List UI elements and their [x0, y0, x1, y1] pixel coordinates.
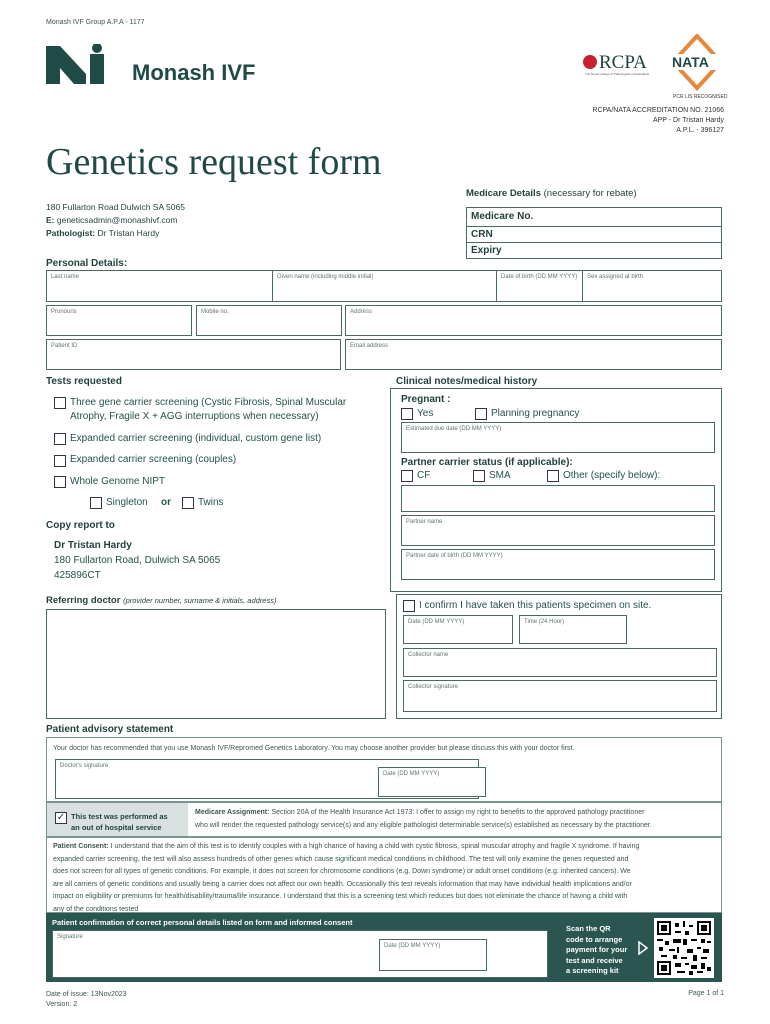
cf-checkbox[interactable]: [401, 470, 413, 482]
crn-label: CRN: [471, 229, 493, 240]
specimen-time-field[interactable]: [519, 615, 627, 644]
address-field[interactable]: [345, 305, 722, 336]
specimen-confirm-checkbox[interactable]: [403, 600, 415, 612]
pregnant-label: Pregnant :: [401, 394, 451, 405]
app-line: APP - Dr Tristan Hardy: [652, 117, 724, 124]
twins-label: Twins: [198, 497, 224, 508]
personal-heading: Personal Details:: [46, 258, 128, 269]
dob-field[interactable]: [497, 271, 583, 301]
mobile-field[interactable]: [196, 305, 342, 336]
patient-date-label: Date (DD MM YYYY): [384, 943, 441, 949]
collector-name-label: Collector name: [408, 652, 449, 658]
assignment-line-1: Section 20A of the Health Insurance Act 1973: I offer to assign my right to benefits to the approved pathology practitioner: [271, 809, 645, 816]
dob-label: Date of birth (DD MM YYYY): [501, 274, 578, 280]
patient-signature-label: Signature: [57, 934, 83, 940]
nata-text: NATA: [672, 54, 709, 70]
expiry-field[interactable]: [467, 243, 721, 258]
specimen-confirm-label: I confirm I have taken this patients specimen on site.: [419, 600, 652, 611]
singleton-checkbox[interactable]: [90, 497, 102, 509]
address-label: Address: [350, 309, 373, 315]
apl-line: A.P.L. - 396127: [676, 127, 724, 134]
lab-address-line: 180 Fullarton Road Dulwich SA 5065: [46, 202, 185, 212]
planning-pregnancy-label: Planning pregnancy: [491, 408, 580, 419]
copy-doctor-name: Dr Tristan Hardy: [54, 540, 132, 551]
copy-report-box: [46, 535, 386, 590]
consent-text: [53, 841, 639, 916]
mobile-label: Mobile no.: [201, 309, 229, 315]
clinical-heading: Clinical notes/medical history: [396, 376, 538, 387]
qr-line-5: a screening kit: [566, 966, 619, 975]
page-title: Genetics request form: [46, 141, 382, 183]
planning-pregnancy-checkbox[interactable]: [475, 408, 487, 420]
other-checkbox[interactable]: [547, 470, 559, 482]
expiry-label: Expiry: [471, 245, 502, 256]
qr-line-3: payment for your: [566, 945, 628, 954]
group-code: Monash IVF Group A.P.A - 1177: [46, 19, 145, 26]
expanded-couples-label: Expanded carrier screening (couples): [70, 454, 237, 465]
medicare-no-label: Medicare No.: [471, 211, 534, 222]
copy-doctor-code: 425896CT: [54, 570, 101, 581]
accreditation-block: [592, 106, 724, 136]
collector-name-field[interactable]: [403, 648, 717, 677]
rcpa-sub: The Royal College of Pathologists of Australasia: [585, 72, 650, 76]
lab-address: [46, 201, 185, 240]
partner-name-label: Partner name: [406, 519, 443, 525]
email-label: E:: [46, 215, 55, 225]
collector-signature-label: Collector signature: [408, 684, 459, 690]
doctor-signature-field[interactable]: [55, 759, 479, 799]
advisory-date-field[interactable]: [378, 767, 486, 797]
specimen-date-label: Date (DD MM YYYY): [408, 619, 465, 625]
nipt-checkbox[interactable]: [54, 476, 66, 488]
assignment-label: Medicare Assignment:: [195, 809, 270, 816]
other-label: Other (specify below):: [563, 470, 661, 481]
patient-id-field[interactable]: [46, 339, 341, 370]
qr-line-4: test and receive: [566, 955, 623, 965]
advisory-panel: [46, 737, 722, 802]
hospital-service-label: [71, 811, 168, 833]
tests-heading: Tests requested: [46, 376, 122, 387]
medicare-box: [466, 207, 722, 259]
pronouns-label: Pronouns: [51, 309, 77, 315]
qr-line-1: Scan the QR: [566, 924, 611, 933]
consent-label: Patient Consent:: [53, 843, 109, 850]
edd-label: Estimated due date (DD MM YYYY): [406, 426, 502, 432]
nipt-label: Whole Genome NIPT: [70, 476, 166, 487]
sex-field[interactable]: [583, 271, 721, 301]
copy-heading: Copy report to: [46, 520, 115, 531]
referring-note: (provider number, surname & initials, address): [123, 596, 277, 605]
patient-signature-field[interactable]: [52, 930, 548, 978]
twins-checkbox[interactable]: [182, 497, 194, 509]
sex-label: Sex assigned at birth: [587, 274, 644, 280]
monash-logo-icon: [46, 44, 126, 86]
consent-line-5: any of the conditions tested: [53, 905, 139, 913]
clinical-panel: [390, 388, 722, 592]
expanded-individual-label: Expanded carrier screening (individual, custom gene list): [70, 433, 322, 444]
hospital-line-1: This test was performed as: [71, 812, 168, 821]
three-gene-checkbox[interactable]: [54, 397, 66, 409]
three-gene-label: [70, 396, 346, 424]
consent-line-2: does not screen for all types of genetic conditions. For example, it does not screen for chromosome conditions (e.g. Down syndrome) or adult onset conditions (e.g. inherited cancers). We: [53, 868, 631, 875]
referring-heading: [46, 595, 276, 606]
medicare-title: Medicare Details: [466, 188, 541, 199]
specimen-time-label: Time (24 Hour): [524, 619, 565, 625]
page-number: Page 1 of 1: [688, 990, 724, 997]
singleton-label: Singleton: [106, 497, 148, 508]
lab-email: geneticsadmin@monashivf.com: [56, 215, 178, 225]
accreditation-no: RCPA/NATA ACCREDITATION NO. 21066: [592, 107, 724, 114]
consent-line-0: I understand that the aim of this test is to identify couples with a high chance of having a child with cystic fibrosis, spinal muscular atrophy and fragile X syndrome. If having: [110, 843, 640, 850]
date-of-issue: Date of issue: 13Nov2023: [46, 991, 127, 998]
assignment-panel: [46, 802, 722, 837]
play-arrow-icon: [638, 941, 648, 960]
expanded-couples-checkbox[interactable]: [54, 455, 66, 467]
personal-row-1: [46, 270, 722, 302]
edd-field[interactable]: [401, 422, 715, 453]
rcpa-text: RCPA: [599, 52, 647, 73]
last-name-label: Last name: [51, 274, 80, 280]
qr-text: [566, 924, 627, 977]
given-name-label: Given name (including middle initial): [277, 274, 374, 280]
partner-status-label: Partner carrier status (if applicable):: [401, 457, 573, 468]
footer-left: [46, 990, 127, 1010]
expanded-individual-checkbox[interactable]: [54, 433, 66, 445]
partner-name-field[interactable]: [401, 515, 715, 546]
last-name-field[interactable]: [47, 271, 273, 301]
qr-code-icon[interactable]: [654, 918, 714, 978]
pronouns-field[interactable]: [46, 305, 192, 336]
sma-checkbox[interactable]: [473, 470, 485, 482]
hospital-service-checkbox[interactable]: ✓: [56, 812, 66, 823]
confirmation-panel: [46, 913, 722, 982]
pathologist-name: Dr Tristan Hardy: [97, 228, 160, 238]
pathologist-label: Pathologist:: [46, 228, 96, 238]
referring-doctor-field[interactable]: [46, 609, 386, 719]
advisory-text: Your doctor has recommended that you use Monash IVF/Repromed Genetics Laboratory. You may choose another provider but please discuss this with your doctor first.: [53, 745, 575, 752]
medicare-assignment-text: [195, 807, 652, 832]
email-label-field: Email address: [350, 343, 389, 349]
nata-sub: PCR LIS RECOGNISED: [673, 94, 728, 100]
pregnant-yes-checkbox[interactable]: [401, 408, 413, 420]
copy-doctor-address: 180 Fullarton Road, Dulwich SA 5065: [54, 555, 221, 566]
pregnant-yes-label: Yes: [417, 408, 434, 419]
medicare-heading: [466, 188, 637, 199]
brand-name: Monash IVF: [132, 60, 256, 85]
partner-dob-label: Partner date of birth (DD MM YYYY): [406, 553, 503, 559]
three-gene-line-1: Three gene carrier screening (Cystic Fibrosis, Spinal Muscular: [70, 397, 347, 408]
consent-panel: [46, 837, 722, 913]
cf-label: CF: [417, 470, 431, 481]
consent-line-3: are all carriers of genetic conditions and usually being a carrier does not affect our own health. Occasionally this test reveals information that may have individual health implications and/or: [53, 880, 632, 888]
collector-signature-field[interactable]: [403, 680, 717, 712]
specimen-date-field[interactable]: [403, 615, 513, 644]
sma-label: SMA: [489, 470, 511, 481]
consent-line-1: expanded carrier screening, the test will also assess hundreds of other genes which cause significant medical conditions in childhood. The test will only examine the genes requested and: [53, 855, 629, 863]
qr-line-2: code to arrange: [566, 934, 623, 944]
confirmation-heading: Patient confirmation of correct personal details listed on form and informed consent: [52, 918, 353, 927]
specimen-panel: [396, 594, 722, 719]
three-gene-line-2: Atrophy, Fragile X + AGG interruptions when necessary): [70, 411, 319, 422]
assignment-line-2: who will render the requested pathology service(s) and any eligible pathologist determinable service(s) established as necessary by the practitioner.: [195, 821, 652, 829]
crn-field[interactable]: [467, 227, 721, 243]
patient-date-field[interactable]: [379, 939, 487, 971]
referring-title: Referring doctor: [46, 595, 121, 606]
hospital-line-2: an out of hospital service: [71, 823, 162, 832]
medicare-note: (necessary for rebate): [543, 188, 637, 199]
advisory-heading: Patient advisory statement: [46, 724, 174, 735]
consent-line-4: impact on eligibility or premiums for health/disability/trauma/life insurance. I understand that this is a screening test which reduces but does not eliminate the chance of having a child with: [53, 893, 628, 900]
patient-id-label: Patient ID: [51, 343, 78, 349]
medicare-no-field[interactable]: [467, 208, 721, 227]
doctor-signature-label: Doctor's signature: [60, 763, 109, 769]
or-label: or: [161, 497, 171, 508]
hospital-service-box: [47, 803, 188, 836]
version: Version: 2: [46, 1001, 78, 1008]
partner-dob-field[interactable]: [401, 549, 715, 580]
other-specify-field[interactable]: [401, 485, 715, 512]
advisory-date-label: Date (DD MM YYYY): [383, 771, 440, 777]
email-field[interactable]: [345, 339, 722, 370]
given-name-field[interactable]: [273, 271, 497, 301]
